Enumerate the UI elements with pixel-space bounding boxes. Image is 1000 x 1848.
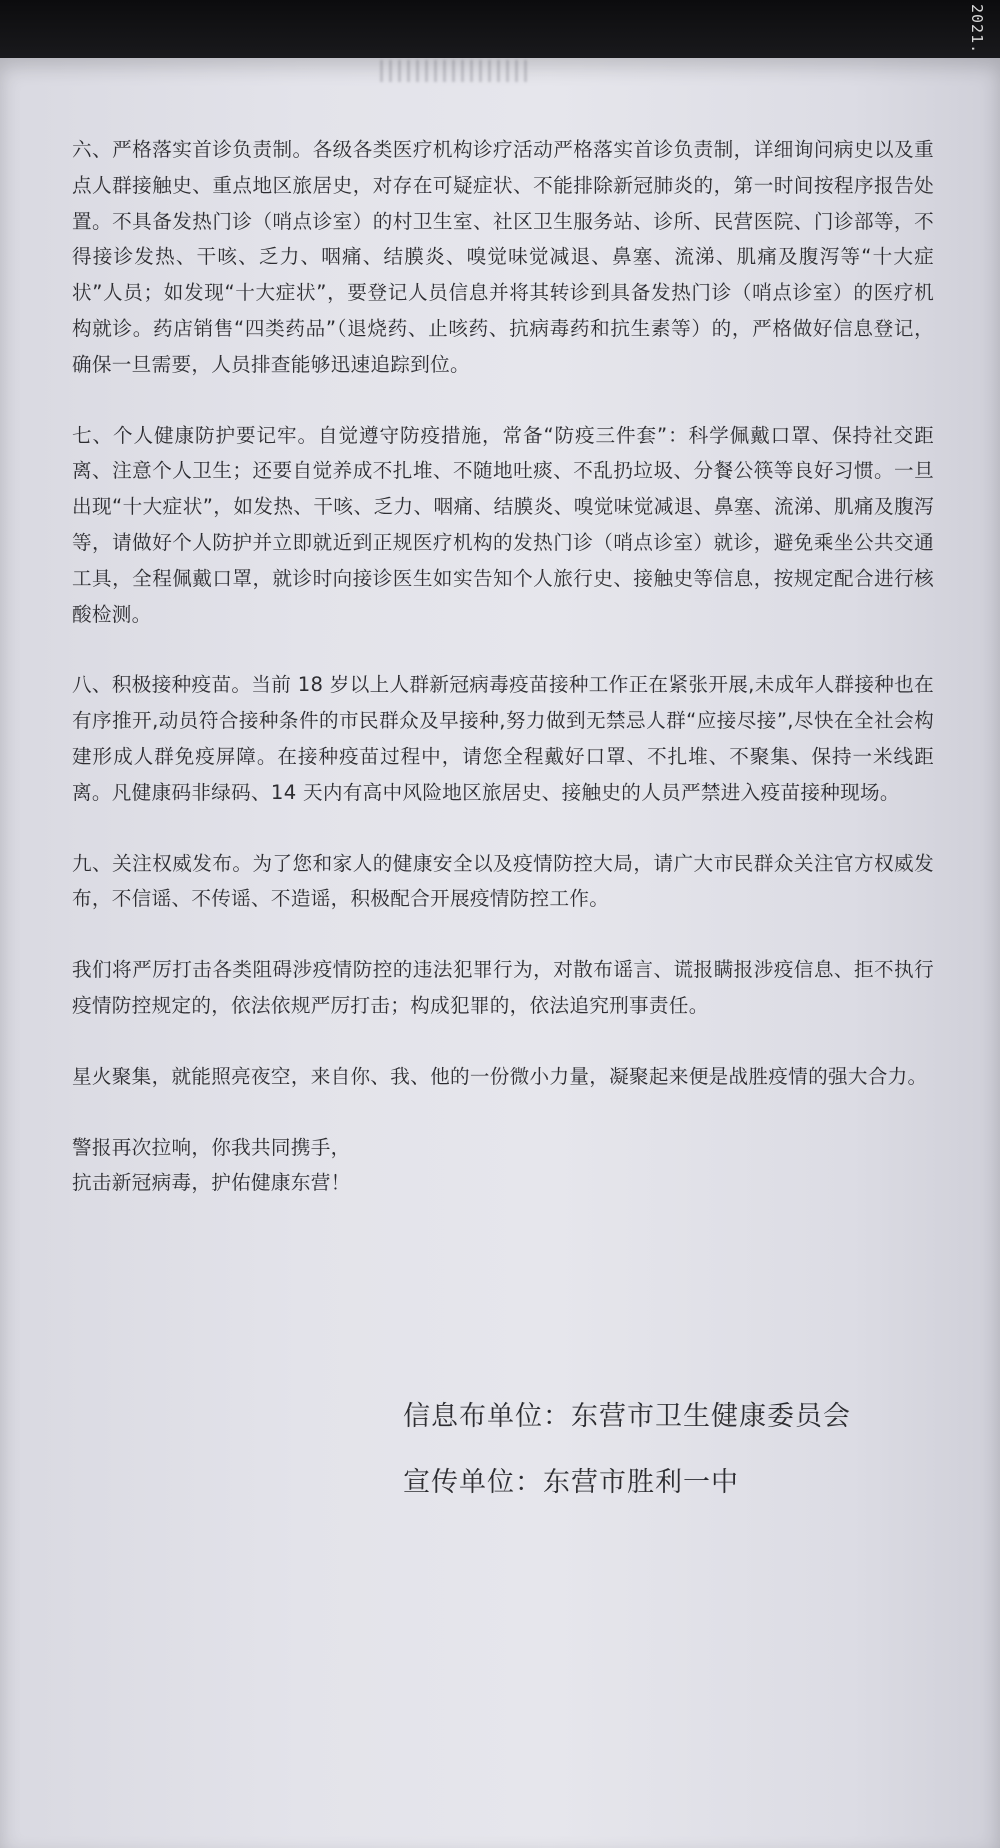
closing-line-2: 抗击新冠病毒，护佑健康东营！ xyxy=(72,1171,351,1195)
paragraph-spark: 星火聚集，就能照亮夜空，来自你、我、他的一份微小力量，凝聚起来便是战胜疫情的强大合力。 xyxy=(72,1064,928,1088)
paragraph-crackdown: 我们将严厉打击各类阻碍涉疫情防控的违法犯罪行为，对散布谣言、谎报瞒报涉疫信息、拒不执行疫情防控规定的，依法依规严厉打击；构成犯罪的，依法追究刑事责任。 xyxy=(72,958,934,1017)
closing-line-1: 警报再次拉响，你我共同携手， xyxy=(72,1135,351,1159)
promoter-line: 宣传单位：东营市胜利一中 xyxy=(403,1467,739,1498)
paragraph-first-diagnosis: 六、严格落实首诊负责制。各级各类医疗机构诊疗活动严格落实首诊负责制，详细询问病史以及重点人群接触史、重点地区旅居史，对存在可疑症状、不能排除新冠肺炎的，第一时间按程序报告处置。不具备发热门诊（哨点诊室）的村卫生室、社区卫生服务站、诊所、民营医院、门诊部等，不得接诊发热、干咳、乏力、咽痛、结膜炎、嗅觉味觉减退、鼻塞、流涕、肌痛及腹泻等“十大症状”人员；如发现“十大症状”，要登记人员信息并将其转诊到具备发热门诊（哨点诊室）的医疗机构就诊。药店销售“四类药品”（退烧药、止咳药、抗病毒药和抗生素等）的，严格做好信息登记，确保一旦需要，人员排查能够迅速追踪到位。 xyxy=(72,138,934,376)
publisher-line: 信息布单位：东营市卫生健康委员会 xyxy=(403,1401,851,1432)
closing-slogan xyxy=(72,1130,934,1202)
signature-block xyxy=(403,1384,851,1516)
paragraph-personal-protection: 七、个人健康防护要记牢。自觉遵守防疫措施，常备“防疫三件套”：科学佩戴口罩、保持社交距离、注意个人卫生；还要自觉养成不扎堆、不随地吐痰、不乱扔垃圾、分餐公筷等良好习惯。一旦出现“十大症状”，如发热、干咳、乏力、咽痛、结膜炎、嗅觉味觉减退、鼻塞、流涕、肌痛及腹泻等，请做好个人防护并立即就近到正规医疗机构的发热门诊（哨点诊室）就诊，避免乘坐公共交通工具，全程佩戴口罩，就诊时向接诊医生如实告知个人旅行史、接触史等信息，按规定配合进行核酸检测。 xyxy=(72,423,934,626)
paragraph-official-releases: 九、关注权威发布。为了您和家人的健康安全以及疫情防控大局，请广大市民群众关注官方权威发布，不信谣、不传谣、不造谣，积极配合开展疫情防控工作。 xyxy=(72,851,934,911)
paragraph-vaccination: 八、积极接种疫苗。当前 18 岁以上人群新冠病毒疫苗接种工作正在紧张开展,未成年人群接种也在有序推开,动员符合接种条件的市民群众及早接种,努力做到无禁忌人群“应接尽接”,尽快在全社会构建形成人群免疫屏障。在接种疫苗过程中，请您全程戴好口罩、不扎堆、不聚集、保持一米线距离。凡健康码非绿码、14 天内有高中风险地区旅居史、接触史的人员严禁进入疫苗接种现场。 xyxy=(72,673,934,804)
faded-header-marks xyxy=(380,60,530,82)
photo-date-stamp: 2021. xyxy=(968,4,986,55)
notice-body xyxy=(72,132,934,1236)
